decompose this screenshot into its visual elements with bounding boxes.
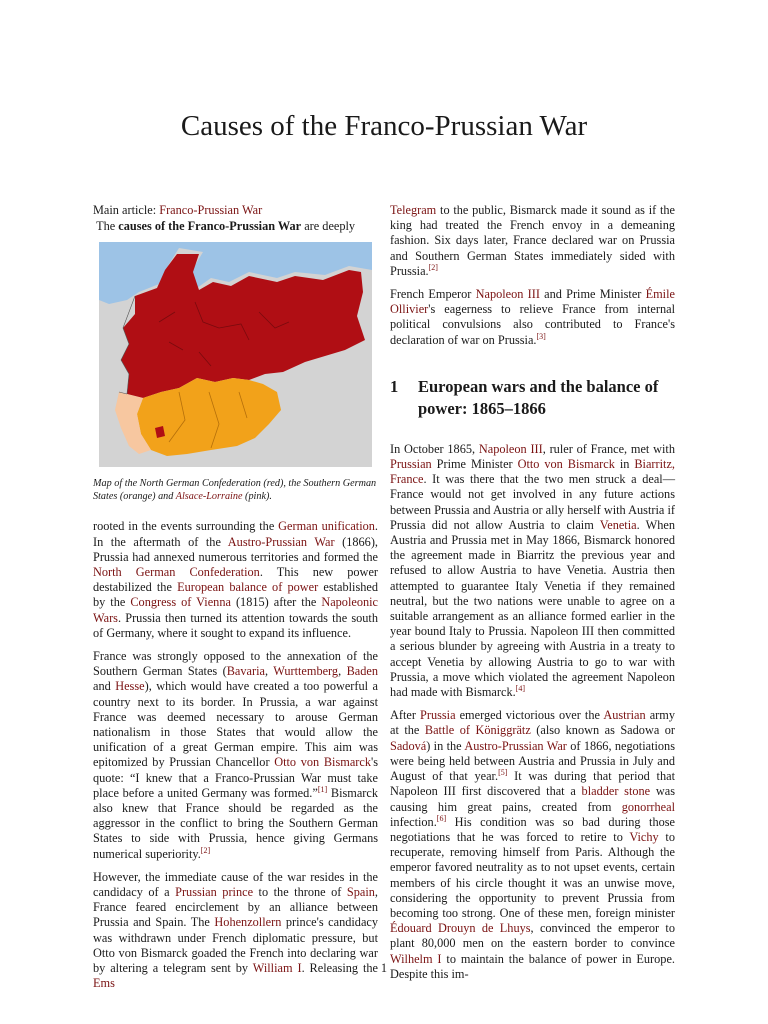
- wiki-link[interactable]: Bavaria: [226, 664, 265, 679]
- wiki-link[interactable]: Napoleonic Wars: [93, 595, 378, 625]
- text-run: and Prime Minister: [539, 287, 646, 302]
- text-run: ,: [264, 664, 274, 679]
- wiki-link[interactable]: Vichy: [629, 829, 659, 844]
- citation-link[interactable]: [2]: [428, 262, 438, 272]
- wiki-link[interactable]: European balance of power: [177, 580, 319, 595]
- citation-link[interactable]: [1]: [317, 784, 328, 794]
- text-run: . When Austria and Prussia met in May 1866, Bismarck honored the agreement made in Biarritz the previous year and refused to allow Austria to have Venetia. Austria then attempted to guarantee Italy Venetia if they remained neutral, but the two nations were unable to agree on a suitable arrangement as an alliance formed earlier in the year bound Italy to Prussia. Napoleon III then committed a serious blunder by agreeing with Austria in a treaty to accept Venetia by allowing Austria to go to war with Prussia, a move which violated the agreement Napoleon had made with Bismarck.: [390, 517, 675, 700]
- wiki-link[interactable]: Sadová: [390, 738, 427, 753]
- wiki-link[interactable]: Wilhelm I: [390, 951, 442, 966]
- text-run: established by the: [93, 580, 379, 610]
- wiki-link[interactable]: German unification: [278, 519, 375, 534]
- text-run: was causing him great pains, created from: [390, 784, 675, 814]
- text-run: , ruler of France, met with: [542, 441, 675, 456]
- wiki-link[interactable]: William I: [252, 961, 302, 976]
- text-run: rooted in the events surrounding the: [93, 519, 279, 534]
- paragraph: [390, 203, 675, 279]
- wiki-link[interactable]: Prussian prince: [175, 885, 254, 900]
- text-run: France was strongly opposed to the annexation of the Southern German States (: [93, 649, 378, 679]
- wiki-link[interactable]: gonorrheal: [621, 799, 675, 814]
- text-run: In October 1865,: [390, 441, 479, 456]
- text-run: (also known as Sadowa or: [530, 723, 676, 738]
- text-run: and: [93, 679, 116, 694]
- section-heading: [390, 376, 675, 420]
- right-column: [390, 203, 675, 990]
- text-run: , France feared encirclement by an alliance between Prussia and Spain. The: [93, 885, 378, 930]
- intro-post: are deeply: [301, 219, 356, 234]
- page-title: Causes of the Franco-Prussian War: [180, 110, 588, 142]
- confederation-map: [99, 242, 372, 467]
- wiki-link[interactable]: Biarritz, France: [390, 457, 675, 487]
- wiki-link[interactable]: Hesse: [115, 679, 145, 694]
- text-run: It was during that period that Napoleon III first discovered that a: [390, 769, 675, 799]
- wiki-link[interactable]: Wurttemberg: [273, 664, 339, 679]
- wiki-link[interactable]: Otto von Bismarck: [274, 755, 371, 770]
- wiki-link[interactable]: Austro-Prussian War: [227, 534, 335, 549]
- paragraph: [93, 649, 378, 862]
- wiki-link[interactable]: Napoleon III: [478, 441, 543, 456]
- text-run: infection.: [390, 814, 437, 829]
- paragraph: [390, 708, 675, 982]
- citation-link[interactable]: [2]: [200, 845, 211, 855]
- text-run: prince's candidacy was withdrawn under French diplomatic pressure, but Otto von Bismarck goaded the French into declaring war by altering a telegram sent by: [93, 915, 379, 976]
- text-run: French Emperor: [390, 287, 476, 302]
- section-number: 1: [390, 376, 399, 396]
- wiki-link[interactable]: Telegram: [390, 203, 437, 217]
- text-run: in: [614, 457, 635, 472]
- text-run: . Prussia then turned its attention towards the south of Germany, where it sought to expand its influence.: [93, 610, 378, 640]
- wiki-link[interactable]: Austro-Prussian War: [464, 738, 567, 753]
- citation-link[interactable]: [3]: [536, 331, 546, 341]
- text-run: 's eagerness to relieve France from internal political convulsions also contributed to France's declaration of war on Prussia.: [390, 302, 675, 347]
- right-top-text: [390, 203, 675, 348]
- page-number: 1: [380, 961, 388, 975]
- text-run: After: [390, 708, 421, 723]
- wiki-link[interactable]: Prussian: [390, 457, 432, 472]
- text-run: Bismarck also knew that France should be regarded as the aggressor in the conflict to bring the Southern German States to side with Prussia, hence giving Germans numerical superiority.: [93, 785, 378, 861]
- text-run: ), which would have created a too powerful a country next to its border. In Prussia, a war against France was deemed necessary to arouse German nationalism in those States that would allow the unification of a great German empire. This aim was epitomized by Prussian Chancellor: [93, 679, 378, 770]
- map-caption: [93, 477, 378, 503]
- paragraph: [390, 442, 675, 700]
- text-run: Prime Minister: [431, 457, 518, 472]
- wiki-link[interactable]: Napoleon III: [475, 287, 540, 302]
- intro-line: [93, 219, 378, 234]
- text-run: to recuperate, removing himself from Paris. Although the emperor favored neutrality as to not upset events, certain members of his circle thought it was an unwise move, considering the opportunity to prevent Prussia from becoming too strong. One of these men, foreign minister: [390, 829, 675, 920]
- wiki-link[interactable]: Congress of Vienna: [130, 595, 231, 610]
- section-title: European wars and the balance of power: 1865–1866: [418, 376, 659, 418]
- text-run: army at the: [390, 708, 675, 738]
- citation-link[interactable]: [6]: [436, 813, 447, 823]
- wiki-link[interactable]: North German Confederation: [93, 565, 260, 580]
- wiki-link[interactable]: bladder stone: [581, 784, 651, 799]
- main-article-link[interactable]: Franco-Prussian War: [159, 203, 263, 217]
- intro-pre: The: [96, 219, 119, 234]
- text-run: 's quote: “I knew that a Franco-Prussian War must take place before a united Germany was formed.”: [93, 755, 378, 800]
- paragraph: [390, 287, 675, 348]
- text-run: . In the aftermath of the: [93, 519, 378, 549]
- text-run: to the public, Bismarck made it sound as if the king had treated the French envoy in a demeaning fashion. Six days later, France declared war on Prussia and Southern German States immediately sided with Prussia.: [390, 203, 675, 278]
- wiki-link[interactable]: Hohenzollern: [214, 915, 282, 930]
- text-run: , convinced the emperor to plant 80,000 men on the eastern border to convince: [390, 921, 675, 951]
- caption-link-alsace-lorraine[interactable]: Alsace-Lorraine: [175, 491, 243, 503]
- wiki-link[interactable]: Battle of Königgrätz: [424, 723, 531, 738]
- wiki-link[interactable]: Prussia: [420, 708, 456, 723]
- wiki-link[interactable]: Otto von Bismarck: [517, 457, 615, 472]
- text-run: ) in the: [426, 738, 465, 753]
- text-run: . It was there that the two men struck a deal—France would not get involved in any future actions between Prussia and Austria or ally herself with Austria if Prussia did not allow Austria to claim: [390, 472, 675, 532]
- main-article-line: [93, 203, 378, 218]
- text-run: . This new power destabilized the: [93, 565, 378, 595]
- caption-text-end: (pink).: [242, 491, 272, 503]
- text-run: However, the immediate cause of the war resides in the candidacy of a: [93, 869, 378, 900]
- text-run: (1815) after the: [230, 595, 322, 610]
- wiki-link[interactable]: Venetia: [599, 517, 637, 532]
- section-body-text: [390, 442, 675, 982]
- left-body-text: [93, 519, 378, 991]
- wiki-link[interactable]: Ems: [93, 976, 115, 991]
- wiki-link[interactable]: Émile Ollivier: [390, 287, 675, 317]
- caption-text: Map of the North German Confederation (red), the Southern German States (orange) and: [93, 478, 377, 503]
- text-run: ,: [338, 664, 347, 679]
- text-run: to maintain the balance of power in Europe. Despite this im-: [390, 951, 675, 981]
- text-run: (1866), Prussia had annexed numerous territories and formed the: [93, 534, 378, 564]
- text-run: . Releasing the: [301, 961, 378, 976]
- main-article-label: Main article:: [93, 203, 160, 217]
- left-column: [93, 203, 378, 1000]
- text-run: His condition was so bad during those negotiations that he was forced to retire to: [390, 814, 675, 844]
- citation-link[interactable]: [5]: [498, 768, 508, 777]
- intro-bold-term: causes of the Franco-Prussian War: [118, 219, 302, 234]
- wiki-link[interactable]: Édouard Drouyn de Lhuys: [390, 921, 531, 936]
- text-run: emerged victorious over the: [455, 708, 604, 723]
- wiki-link[interactable]: Austrian: [603, 708, 646, 723]
- text-run: to the throne of: [253, 885, 347, 900]
- wiki-link[interactable]: Baden: [346, 664, 378, 679]
- citation-link[interactable]: [4]: [515, 683, 525, 693]
- paragraph: [93, 519, 378, 641]
- text-run: of 1866, negotiations were being held between Austria and Prussia in July and August of that year.: [390, 738, 675, 784]
- wiki-link[interactable]: Spain: [346, 885, 375, 900]
